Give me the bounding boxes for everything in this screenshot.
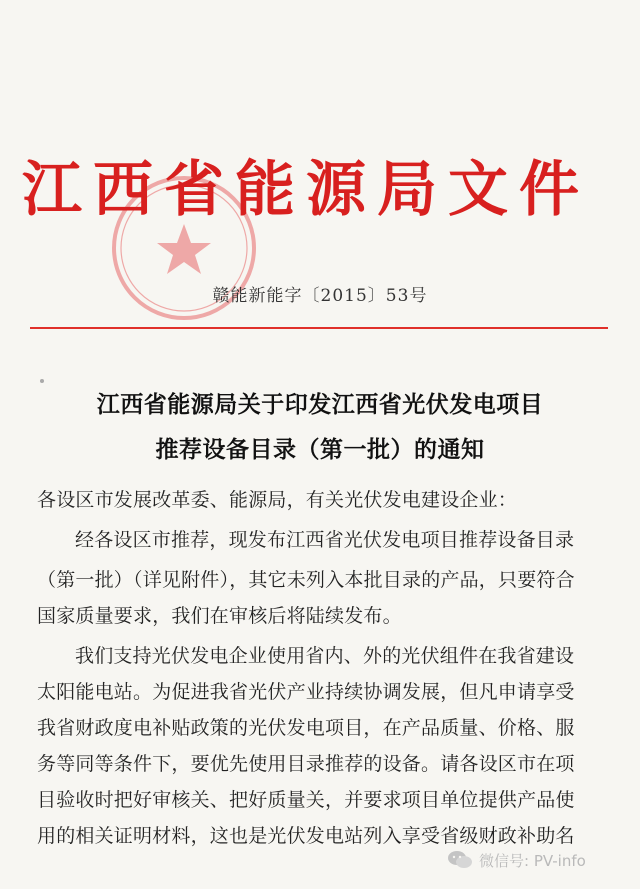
notice-title-line-1: 江西省能源局关于印发江西省光伏发电项目 xyxy=(96,391,544,418)
salutation: 各设区市发展改革委、能源局，有关光伏发电建设企业： xyxy=(37,489,518,511)
paragraph-2-line: 太阳能电站。为促进我省光伏产业持续协调发展，但凡申请享受 xyxy=(37,681,575,703)
paragraph-1-line: 经各设区市推荐，现发布江西省光伏发电项目推荐设备目录 xyxy=(75,529,575,551)
paragraph-1-line: 国家质量要求，我们在审核后将陆续发布。 xyxy=(37,605,402,627)
document-number: 赣能新能字〔2015〕53号 xyxy=(212,286,428,306)
wechat-watermark xyxy=(447,848,586,872)
paragraph-2-line: 务等同等条件下，要优先使用目录推荐的设备。请各设区市在项 xyxy=(37,753,575,775)
paragraph-2-line: 我们支持光伏发电企业使用省内、外的光伏组件在我省建设 xyxy=(75,645,575,667)
paragraph-2-line: 目验收时把好审核关、把好质量关，并要求项目单位提供产品使 xyxy=(37,789,575,811)
paragraph-2-line: 我省财政度电补贴政策的光伏发电项目，在产品质量、价格、服 xyxy=(37,717,575,739)
red-divider-line xyxy=(30,327,608,329)
document-header-title: 江西省能源局文件 xyxy=(22,155,590,225)
watermark-text: 微信号: PV-info xyxy=(479,851,586,870)
paragraph-2-line: 用的相关证明材料，这也是光伏发电站列入享受省级财政补助名 xyxy=(37,825,575,847)
paragraph-1-line: （第一批）（详见附件），其它未列入本批目录的产品，只要符合 xyxy=(37,569,575,591)
notice-title-line-2: 推荐设备目录（第一批）的通知 xyxy=(155,436,485,463)
scan-speck xyxy=(40,379,44,383)
wechat-icon xyxy=(447,850,473,870)
